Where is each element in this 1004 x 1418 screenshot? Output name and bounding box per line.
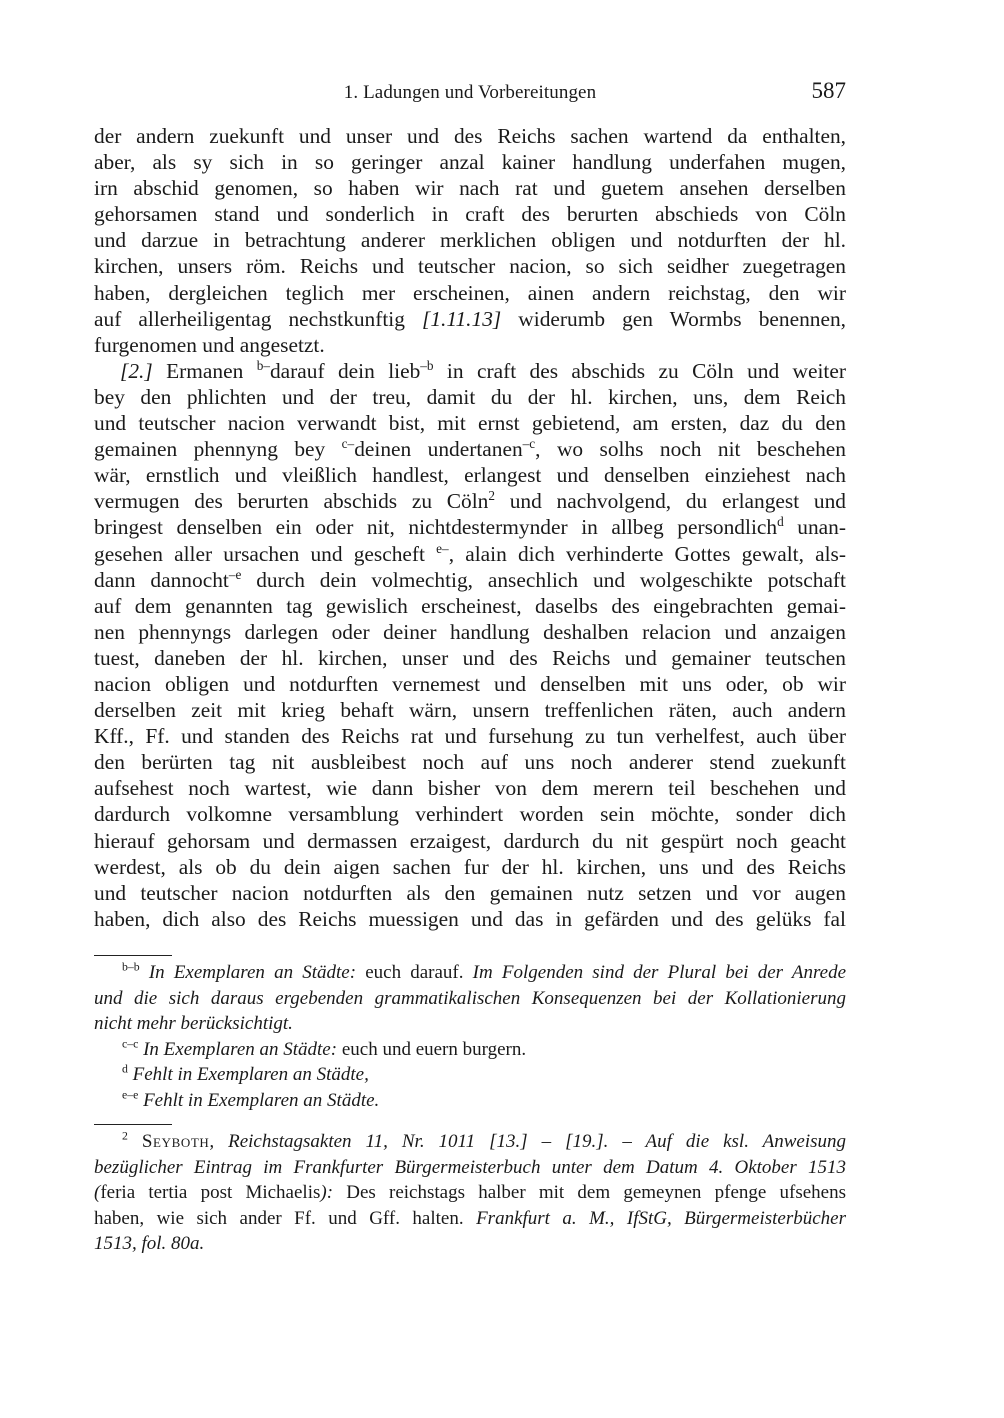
text-run: dann dannocht — [94, 567, 229, 592]
text-line: haben, dich also des Reichs muessigen und das in gefärden und des gelüks fal — [94, 906, 846, 931]
footnote-text: Des reichstags halber mit dem gemeynen pfenge ufsehens — [333, 1182, 846, 1203]
text-line: und darzue in betrachtung anderer merklichen obligen und notdurften der hl. — [94, 228, 846, 253]
text-line: nacion obligen und notdurften vernemest und denselben mit uns oder, ob wir — [94, 671, 846, 696]
text-run: und nachvolgend, du erlangest und — [494, 489, 846, 514]
footnote-mark: c–c — [122, 1037, 139, 1051]
text-run: vermugen des berurten abschids zu Cöln — [94, 489, 489, 514]
footnote-line — [94, 1180, 846, 1206]
text-line: irn abschid genomen, so haben wir nach rat und guetem ansehen derselben — [94, 176, 846, 201]
footnote-line — [94, 1062, 846, 1088]
text-line: hierauf gehorsam und dermassen erzaigest, dardurch du nit gespürt noch geacht — [94, 828, 846, 853]
variant-mark: b– — [256, 357, 270, 373]
page-number: 587 — [811, 78, 846, 103]
text-line: und teutscher nacion verwandt bist, mit ernst gebietend, am ersten, daz du den — [94, 411, 846, 436]
text-line — [94, 514, 846, 540]
running-head: 1. Ladungen und Vorbereitungen — [343, 82, 597, 103]
text-run: gesehen aller ursachen und gescheft — [94, 541, 437, 566]
footnote-text: feria tertia post Michaelis — [100, 1182, 321, 1203]
footnote-mark: b–b — [122, 960, 140, 974]
footnote-italic: ( — [94, 1182, 101, 1203]
footnote-line — [94, 1088, 846, 1114]
text-line: aufsehest noch wartest, wie dann bisher von dem merern teil beschehen und — [94, 776, 846, 801]
footnote-ref: 2 — [488, 488, 495, 504]
footnote-line — [94, 1037, 846, 1063]
footnote-italic: In Exemplaren an Städte: — [143, 1038, 338, 1060]
footnote-line — [94, 1129, 846, 1155]
footnote-line — [94, 960, 846, 986]
footnote-italic: und die sich daraus ergebenden grammatikalischen Konsequenzen bei der Kollationierung — [94, 987, 846, 1009]
text-run: bringest denselben ein oder nit, nichtdestermynder in allbeg persondlich — [94, 515, 778, 540]
text-run: auf allerheiligentag nechstkunftig — [94, 306, 422, 331]
variant-mark: –c — [522, 435, 536, 451]
variant-mark: d — [777, 514, 784, 530]
text-run: durch dein volmechtig, ansechlich und wolgeschikte potschaft — [241, 567, 846, 592]
footnote-mark: e–e — [122, 1088, 139, 1102]
footnote-italic: nicht mehr berücksichtigt. — [94, 1013, 293, 1034]
variant-mark: –e — [228, 566, 242, 582]
text-line: gehorsamen stand und sonderlich in craft des berurten abschieds von Cöln — [94, 202, 846, 227]
text-line: kirchen, unsers röm. Reichs und teutscher nacion, so sich seidher zuegetragen — [94, 254, 846, 279]
footnote-italic: In Exemplaren an Städte: — [148, 962, 357, 983]
text-run: widerumb gen Wormbs benennen, — [501, 306, 846, 331]
footnote-text: haben, wie sich ander Ff. und Gff. halten. — [94, 1207, 477, 1229]
text-run: , alain dich verhinderte Gottes gewalt, als- — [448, 541, 847, 566]
text-run: unan- — [783, 515, 846, 540]
footnote-italic: Fehlt in Exemplaren an Städte. — [143, 1089, 380, 1111]
footnote-italic: ): — [320, 1182, 334, 1203]
text-line — [94, 306, 846, 332]
variant-footnotes — [94, 960, 846, 1113]
text-line — [94, 541, 846, 567]
main-text — [94, 123, 846, 932]
text-line — [94, 358, 846, 384]
text-line: den berürten tag nit ausbleibest noch auf uns noch anderer stend zuekunft — [94, 750, 846, 775]
footnote-text: euch darauf. — [356, 962, 473, 983]
footnote-italic: Im Folgenden sind der Plural bei der Anrede — [472, 962, 847, 983]
footnote-italic: Frankfurt a. M., IfStG, Bürgermeisterbücher — [476, 1207, 846, 1229]
text-line: der andern zuekunft und unser und des Reichs sachen wartend da enthalten, — [94, 124, 846, 148]
text-line: werdest, als ob du dein aigen sachen fur der hl. kirchen, uns und des Reichs — [94, 854, 846, 879]
text-run: gemainen phennyng bey — [94, 437, 342, 462]
text-line: und teutscher nacion notdurften als den gemainen nutz setzen und vor augen — [94, 880, 846, 905]
footnote-separator — [94, 955, 172, 956]
text-line: derselben zeit mit krieg behaft wärn, unsern treffenlichen räten, auch andern — [94, 698, 846, 723]
text-line — [94, 488, 846, 514]
footnote-line — [94, 1231, 846, 1257]
variant-mark: –b — [420, 357, 434, 373]
footnote-italic: 1513, fol. 80a. — [94, 1233, 205, 1254]
text-run: darauf dein lieb — [269, 358, 421, 383]
text-line: nen phennyngs darlegen oder deiner handlung deshalben relacion und anzaigen — [94, 619, 846, 644]
variant-mark: e– — [436, 540, 449, 556]
text-line: bey den phlichten und der treu, damit du der hl. kirchen, uns, dem Reich — [94, 384, 846, 409]
footnote-line — [94, 1011, 846, 1037]
text-run: in craft des abschids zu Cöln und weiter — [433, 358, 846, 383]
footnote-italic: bezüglicher Eintrag im Frankfurter Bürgermeisterbuch unter dem Datum 4. Oktober 1513 — [94, 1156, 846, 1178]
text-run: deinen undertanen — [354, 437, 523, 462]
text-run: Ermanen — [152, 358, 257, 383]
variant-mark: c– — [341, 435, 355, 451]
numbered-footnotes — [94, 1129, 846, 1257]
date-annotation: [1.11.13] — [422, 306, 502, 331]
footnote-separator — [94, 1124, 172, 1125]
text-line: furgenomen und angesetzt. — [94, 332, 325, 357]
footnote-line — [94, 1155, 846, 1181]
text-line — [94, 436, 846, 462]
text-line: tuest, daneben der hl. kirchen, unser und des Reichs und gemainer teutschen — [94, 645, 846, 670]
footnote-italic: , Reichstagsakten 11, Nr. 1011 [13.] – [19.]. – Auf die ksl. Anweisung — [209, 1131, 846, 1152]
text-line: wär, ernstlich und vleißlich handlest, erlangest und denselben einziehest nach — [94, 463, 846, 488]
text-line: dardurch volkomne versamblung verhindert worden sein möchte, sonder dich — [94, 802, 846, 827]
footnote-mark: d — [122, 1062, 128, 1076]
text-line: Kff., Ff. und standen des Reichs rat und fursehung zu tun verhelfest, auch über — [94, 724, 846, 749]
footnote-line — [94, 1206, 846, 1232]
footnote-text: euch und euern burgern. — [337, 1038, 527, 1060]
text-line — [94, 567, 846, 593]
page-header — [94, 80, 846, 110]
author-name: Seyboth — [141, 1131, 210, 1152]
footnote-italic: Fehlt in Exemplaren an Städte, — [132, 1064, 369, 1085]
text-line: aber, als sy sich in so geringer anzal kainer handlung underfahen mugen, — [94, 150, 846, 175]
text-line: auf dem genannten tag gewislich erscheinest, daselbs des eingebrachten gemai- — [94, 593, 846, 618]
text-line: haben, dergleichen teglich mer erscheinen, ainen andern reichstag, den wir — [94, 280, 846, 305]
text-run: , wo solhs noch nit beschehen — [535, 437, 846, 462]
footnote-line — [94, 986, 846, 1012]
footnote-mark: 2 — [122, 1129, 128, 1143]
section-number: [2.] — [120, 358, 153, 383]
